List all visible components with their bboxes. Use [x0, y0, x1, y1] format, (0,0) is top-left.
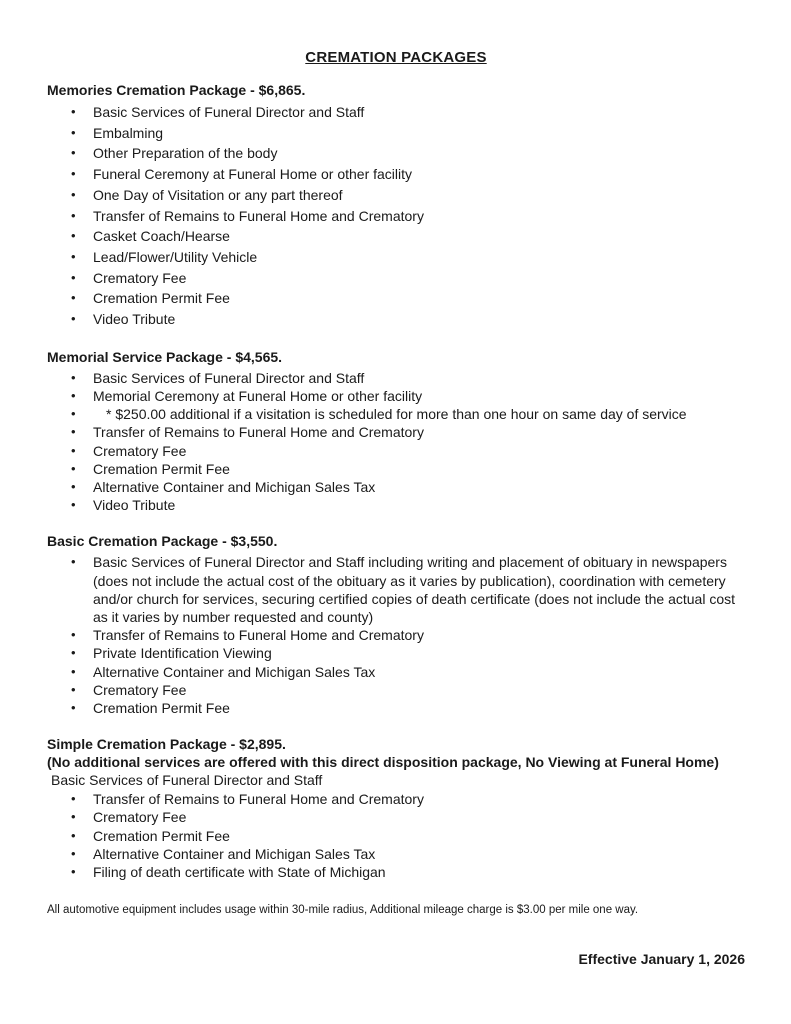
package-item-text: Alternative Container and Michigan Sales Tax [93, 478, 376, 495]
package-item-text: One Day of Visitation or any part thereof [93, 186, 343, 203]
package-item-text: Embalming [93, 124, 164, 141]
package-item-text: Crematory Fee [93, 269, 187, 286]
bullet-icon: • [71, 554, 76, 570]
bullet-icon: • [71, 387, 76, 403]
bullet-icon: • [71, 827, 76, 843]
package-item-text: Video Tribute [93, 311, 176, 328]
effective-date: Effective January 1, 2026 [578, 951, 745, 968]
package-heading: Memories Cremation Package - $6,865. [47, 82, 306, 98]
footer-note: All automotive equipment includes usage within 30-mile radius, Additional mileage charge is $3.00 per mile one way. [47, 904, 639, 917]
bullet-icon: • [71, 207, 76, 223]
bullet-icon: • [71, 406, 76, 422]
package-item-text: Memorial Ceremony at Funeral Home or other facility [93, 387, 423, 404]
package-item-text: Alternative Container and Michigan Sales Tax [93, 663, 376, 680]
package-item-text: Casket Coach/Hearse [93, 228, 230, 245]
package-item-text: Basic Services of Funeral Director and Staff [93, 104, 365, 120]
package-item-text: Private Identification Viewing [93, 645, 272, 662]
package-item [47, 309, 745, 330]
package-item [47, 460, 745, 478]
package-section [47, 531, 745, 717]
bullet-icon: • [71, 460, 76, 476]
bullet-icon: • [71, 228, 76, 244]
package-section [47, 80, 745, 330]
package-item [47, 808, 745, 826]
bullet-icon: • [71, 442, 76, 458]
package-item [47, 863, 745, 881]
package-item [47, 185, 745, 206]
bullet-icon: • [71, 627, 76, 643]
package-note: Basic Services of Funeral Director and Staff [51, 771, 323, 788]
bullet-icon: • [71, 104, 76, 119]
package-item-text: Transfer of Remains to Funeral Home and Crematory [93, 424, 424, 441]
package-item-text: Video Tribute [93, 497, 176, 514]
package-item [47, 143, 745, 164]
package-item [47, 247, 745, 268]
package-item-text: Alternative Container and Michigan Sales Tax [93, 845, 376, 862]
package-item-list [47, 553, 745, 717]
package-item [47, 405, 745, 423]
bullet-icon: • [71, 166, 76, 182]
packages-container [47, 80, 745, 881]
bullet-icon: • [71, 145, 76, 161]
package-item [47, 442, 745, 460]
package-heading: Basic Cremation Package - $3,550. [47, 533, 278, 550]
package-heading: Simple Cremation Package - $2,895. [47, 736, 286, 753]
package-item [47, 644, 745, 662]
bullet-icon: • [71, 845, 76, 861]
bullet-icon: • [71, 424, 76, 440]
package-item-text: Cremation Permit Fee [93, 827, 230, 844]
bullet-icon: • [71, 186, 76, 202]
package-item [47, 663, 745, 681]
package-item [47, 423, 745, 441]
package-item-text: Transfer of Remains to Funeral Home and Crematory [93, 627, 424, 644]
bullet-icon: • [71, 497, 76, 513]
package-item-text: Other Preparation of the body [93, 145, 278, 162]
bullet-icon: • [71, 478, 76, 494]
package-item [47, 206, 745, 227]
package-item-text: Basic Services of Funeral Director and Staff including writing and placement of obituary in newspapers (does not include the actual cost of the obituary as it varies by publication), coordination with cemetery and/or church for services, securing certified copies of death certificate (does not include the actual cost as it varies by number requested and county) [93, 554, 736, 625]
package-item-text: Crematory Fee [93, 442, 187, 459]
bullet-icon: • [71, 663, 76, 679]
package-item [47, 790, 745, 808]
package-item-list [47, 102, 745, 330]
package-item [47, 369, 745, 387]
bullet-icon: • [71, 645, 76, 661]
bullet-icon: • [71, 311, 76, 327]
bullet-icon: • [71, 681, 76, 697]
package-item-text: Funeral Ceremony at Funeral Home or other facility [93, 166, 413, 183]
package-heading: Memorial Service Package - $4,565. [47, 348, 283, 365]
package-item-text: Basic Services of Funeral Director and Staff [93, 369, 365, 386]
package-item [47, 123, 745, 144]
package-item [47, 626, 745, 644]
package-item [47, 553, 745, 626]
package-item [47, 288, 745, 309]
package-item-text: Cremation Permit Fee [93, 290, 230, 307]
bullet-icon: • [71, 290, 76, 306]
bullet-icon: • [71, 699, 76, 715]
package-item-text: * $250.00 additional if a visitation is scheduled for more than one hour on same day of service [106, 406, 687, 423]
bullet-icon: • [71, 864, 76, 879]
package-item-text: Filing of death certificate with State of Michigan [93, 864, 386, 880]
package-item-text: Transfer of Remains to Funeral Home and Crematory [93, 207, 424, 224]
bullet-icon: • [71, 369, 76, 385]
package-item [47, 226, 745, 247]
package-item [47, 496, 745, 514]
package-item-text: Lead/Flower/Utility Vehicle [93, 248, 258, 265]
package-item-list [47, 790, 745, 881]
package-section [47, 347, 745, 515]
package-section [47, 734, 745, 881]
package-item-text: Transfer of Remains to Funeral Home and Crematory [93, 791, 424, 808]
bullet-icon: • [71, 809, 76, 825]
document-title: CREMATION PACKAGES [305, 49, 487, 66]
package-item-text: Cremation Permit Fee [93, 460, 230, 477]
bullet-icon: • [71, 124, 76, 140]
package-item [47, 478, 745, 496]
package-subtitle: (No additional services are offered with this direct disposition package, No Viewing at Funeral Home) [47, 754, 719, 771]
package-item [47, 102, 745, 123]
package-item [47, 681, 745, 699]
package-item [47, 827, 745, 845]
package-item [47, 845, 745, 863]
package-item-text: Crematory Fee [93, 809, 187, 826]
bullet-icon: • [71, 791, 76, 807]
bullet-icon: • [71, 269, 76, 285]
package-item [47, 387, 745, 405]
package-item-text: Cremation Permit Fee [93, 699, 230, 716]
package-item [47, 268, 745, 289]
package-item [47, 164, 745, 185]
package-item-list [47, 369, 745, 515]
bullet-icon: • [71, 248, 76, 264]
package-item [47, 699, 745, 717]
package-item-text: Crematory Fee [93, 681, 187, 698]
